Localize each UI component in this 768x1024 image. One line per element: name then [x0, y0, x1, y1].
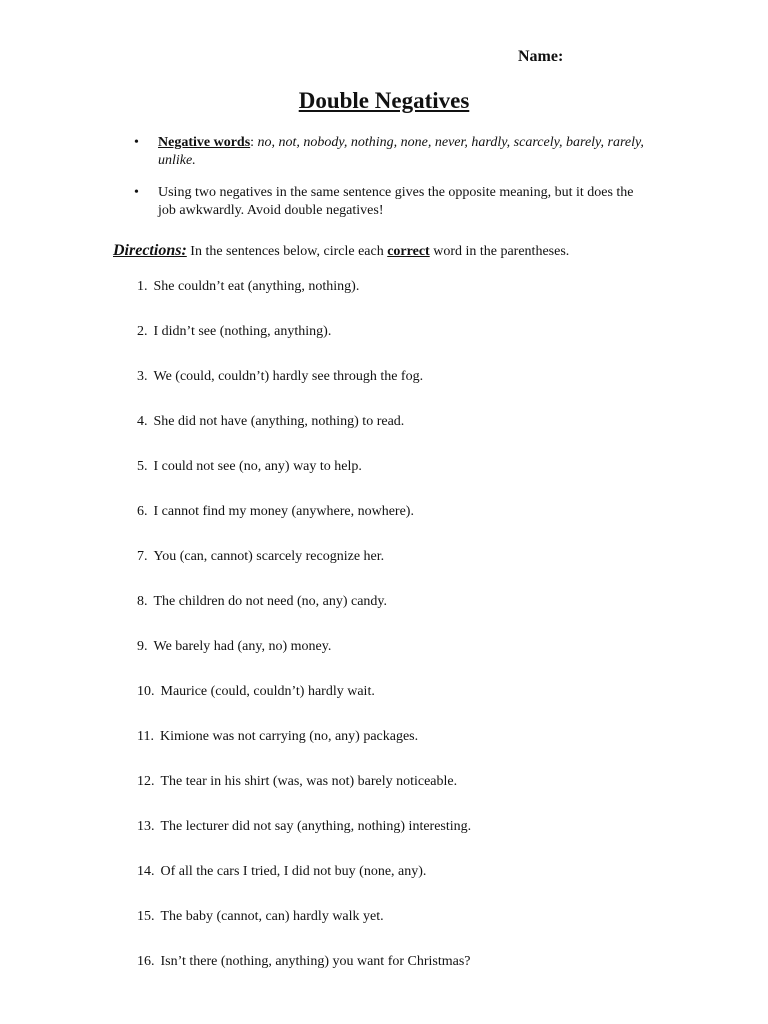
exercise-sentence[interactable]: She did not have (anything, nothing) to read. — [153, 414, 405, 429]
exercise-item — [137, 953, 697, 998]
directions-emphasis: correct — [387, 244, 430, 259]
exercise-number: 9. — [137, 639, 148, 654]
exercise-sentence[interactable]: Isn’t there (nothing, anything) you want for Christmas? — [160, 954, 471, 969]
exercise-item — [137, 323, 697, 368]
exercise-number: 8. — [137, 594, 148, 609]
page-title: Double Negatives — [298, 88, 470, 113]
exercise-item — [137, 683, 697, 728]
exercise-number: 3. — [137, 369, 148, 384]
exercise-item — [137, 863, 697, 908]
negative-words-colon: : — [250, 135, 255, 150]
exercise-number: 7. — [137, 549, 148, 564]
negative-words-list: no, not, nobody, nothing, none, never, hardly, scarcely, barely, rarely, unlike. — [158, 135, 644, 168]
exercise-number: 1. — [137, 279, 148, 294]
exercise-sentence[interactable]: I could not see (no, any) way to help. — [153, 459, 362, 474]
negative-words-term: Negative words — [158, 135, 251, 150]
exercise-number: 14. — [137, 864, 155, 879]
exercise-sentence[interactable]: We barely had (any, no) money. — [153, 639, 332, 654]
bullet-rule — [134, 184, 654, 220]
exercise-sentence[interactable]: Of all the cars I tried, I did not buy (none, any). — [160, 864, 427, 879]
exercise-number: 5. — [137, 459, 148, 474]
exercise-sentence[interactable]: You (can, cannot) scarcely recognize her. — [153, 549, 385, 564]
exercise-item — [137, 908, 697, 953]
rule-text: Using two negatives in the same sentence gives the opposite meaning, but it does the job awkwardly. Avoid double negatives! — [158, 185, 634, 218]
exercise-sentence[interactable]: The baby (cannot, can) hardly walk yet. — [160, 909, 384, 924]
exercise-sentence[interactable]: I cannot find my money (anywhere, nowhere). — [153, 504, 414, 519]
exercise-number: 4. — [137, 414, 148, 429]
name-label: Name: — [518, 48, 564, 65]
exercise-list — [137, 278, 697, 998]
exercise-sentence[interactable]: She couldn’t eat (anything, nothing). — [153, 279, 360, 294]
exercise-item — [137, 548, 697, 593]
directions-label: Directions: — [113, 242, 187, 259]
exercise-number: 10. — [137, 684, 155, 699]
directions-text-before: In the sentences below, circle each — [186, 244, 388, 259]
exercise-number: 2. — [137, 324, 148, 339]
bullet-icon: • — [134, 135, 139, 150]
directions-text-after: word in the parentheses. — [429, 244, 570, 259]
bullet-negative-words — [134, 134, 654, 170]
exercise-number: 16. — [137, 954, 155, 969]
exercise-item — [137, 278, 697, 323]
exercise-item — [137, 638, 697, 683]
exercise-item — [137, 818, 697, 863]
exercise-sentence[interactable]: Maurice (could, couldn’t) hardly wait. — [160, 684, 375, 699]
exercise-number: 13. — [137, 819, 155, 834]
exercise-sentence[interactable]: The tear in his shirt (was, was not) barely noticeable. — [160, 774, 458, 789]
exercise-sentence[interactable]: The children do not need (no, any) candy. — [153, 594, 388, 609]
exercise-sentence[interactable]: I didn’t see (nothing, anything). — [153, 324, 332, 339]
exercise-item — [137, 368, 697, 413]
directions — [113, 242, 673, 260]
exercise-item — [137, 458, 697, 503]
exercise-number: 12. — [137, 774, 155, 789]
exercise-number: 6. — [137, 504, 148, 519]
exercise-number: 11. — [137, 729, 154, 744]
bullet-list — [134, 134, 654, 234]
exercise-sentence[interactable]: We (could, couldn’t) hardly see through the fog. — [153, 369, 424, 384]
exercise-item — [137, 413, 697, 458]
exercise-sentence[interactable]: Kimione was not carrying (no, any) packages. — [159, 729, 419, 744]
exercise-sentence[interactable]: The lecturer did not say (anything, nothing) interesting. — [160, 819, 472, 834]
bullet-icon: • — [134, 185, 139, 200]
exercise-item — [137, 503, 697, 548]
exercise-item — [137, 593, 697, 638]
exercise-item — [137, 773, 697, 818]
exercise-number: 15. — [137, 909, 155, 924]
exercise-item — [137, 728, 697, 773]
